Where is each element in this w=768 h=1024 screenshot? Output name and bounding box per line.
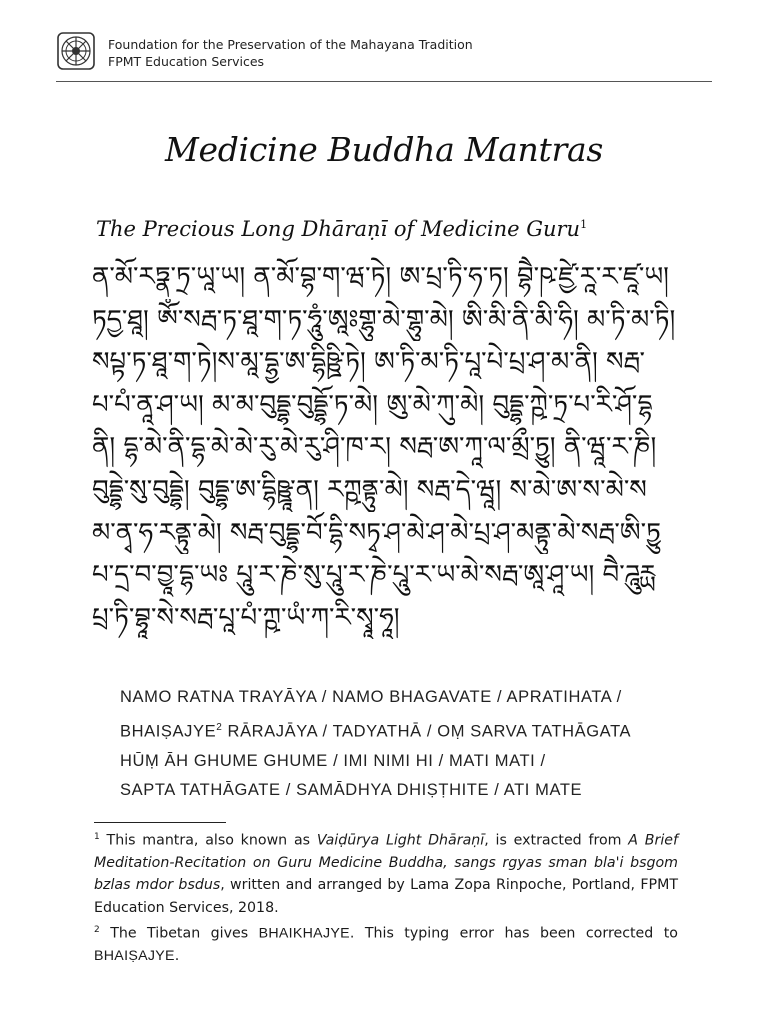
footnote-ref-1[interactable]: 1 — [580, 218, 588, 231]
document-header — [56, 30, 712, 80]
subtitle-text: The Precious Long Dhāraṇī of Medicine Guru — [96, 217, 581, 241]
footnote-text: , written and arranged by Lama Zopa Rinpoche, Portland, FPMT Education Services, 2018. — [94, 877, 678, 916]
footnote-italic: Vaiḍūrya Light Dhāraṇī — [316, 832, 485, 849]
transliteration-line: SAPTA TATHĀGATE / SAMĀDHYA DHIṢṬHITE / ATI MATE — [120, 781, 583, 799]
tibetan-line: སཔྟ་ཏ་ཐཱ་ག་ཏེ།ས་མཱ་དྷྱ་ཨ་དྷིཥྛི་ཏེ། ཨ་ཏི་མ་ཏི་པཱ་པེ་པྲ་ཤ་མ་ནི། སརྦ་ — [92, 347, 645, 378]
footnote-term: BHAIKHAJYE — [258, 925, 350, 942]
footnote-mark: 2 — [94, 924, 100, 935]
tibetan-line: ན་མོ་རཏྣ་ཏྲ་ཡཱ་ཡ། ན་མོ་བྷ་ག་ཝ་ཏེ། ཨ་པྲ་ཏི་ཧ་ཏ། བྷཻ་ཥ་ཛྱེ་ཪཱ་ར་ཛཱ་ཡ། — [92, 262, 669, 292]
tibetan-line: ཏདྱ་ཐཱ། ཨོཾ་སརྦ་ཏ་ཐཱ་ག་ཏ་ཧཱུཾ་ཨཱཿགྷུ་མེ་གྷུ་མེ། ཨི་མི་ནི་མི་ཧི། མ་ཏི་མ་ཏི། — [92, 304, 676, 335]
tibetan-line: པྲ་ཏི་བྷཱ་སེ་སརྦ་པཱ་པཾ་ཀྵ་ཡཾ་ཀ་རི་སྭཱ་ཧཱ། — [92, 602, 400, 633]
tibetan-line: པ་པཾ་ནཱ་ཤ་ཡ། མ་མ་བུདྡྷ་བུདྡྷོ་ཏ་མེ། ཨུ་མེ་ཀུ་མེ། བུདྡྷ་ཀྵེ་ཏྲ་པ་རི་ཤོ་དྷ — [92, 389, 653, 420]
footnotes — [94, 826, 678, 967]
footnote-divider — [94, 822, 226, 823]
transliteration-continued: RĀRAJĀYA / TADYATHĀ / OṂ SARVA TATHĀGATA — [227, 722, 632, 740]
tibetan-line: མ་ནྭ་ཧ་རནྟུ་མེ། སརྦ་བུདྡྷ་བོ་དྷི་སཏྭ་ཤ་མེ་ཤ་མེ་པྲ་ཤ་མནྟུ་མེ་སརྦ་ཨི་ཏྱུ — [92, 517, 661, 548]
fpmt-logo — [56, 31, 96, 71]
transliteration — [120, 683, 700, 806]
footnote-mark: 1 — [94, 832, 100, 842]
footnote-italic: A Brief Meditation-Recitation on Guru Medicine Buddha, sangs rgyas sman bla'i bsgom bzlas mdor bsdus — [94, 832, 678, 894]
tibetan-line: བུདྡྷེ་སུ་བུདྡྷེ། བུདྡྷ་ཨ་དྷིཥྛཱ་ན། རཀྵནྟུ་མེ། སརྦ་དེ་ཝཱ། ས་མེ་ཨ་ས་མེ་ས — [92, 474, 647, 505]
organization-line-1: Foundation for the Preservation of the Mahayana Tradition — [108, 37, 473, 52]
page-title: Medicine Buddha Mantras — [165, 130, 603, 169]
transliteration-line: NAMO RATNA TRAYĀYA / NAMO BHAGAVATE / APRATIHATA / — [120, 688, 622, 706]
tibetan-line: པ་དྲ་བ་བྱཱ་དྷ་ཡཿ པཱུ་ར་ཎེ་སུ་པཱུ་ར་ཎེ་པཱུ་ར་ཡ་མེ་སརྦ་ཨཱ་ཤཱ་ཡ། བཻ་ཌཱུརྻ — [92, 560, 656, 591]
organization-line-2: FPMT Education Services — [108, 54, 265, 69]
section-subtitle — [96, 217, 587, 241]
footnote-2 — [94, 919, 678, 967]
header-divider — [56, 81, 712, 82]
footnote-text: The Tibetan gives — [110, 925, 259, 942]
footnote-text: , is extracted from — [484, 832, 629, 849]
footnote-ref-2[interactable]: 2 — [216, 721, 223, 733]
footnote-text: . This typing error has been corrected to — [349, 925, 678, 942]
footnote-text: . — [174, 947, 180, 964]
organization-name — [108, 36, 473, 70]
footnote-term: BHAIṢAJYE — [94, 947, 175, 964]
transliteration-line: HŪṂ ĀH GHUME GHUME / IMI NIMI HI / MATI MATI / — [120, 751, 546, 770]
footnote-text: This mantra, also known as — [106, 832, 317, 849]
footnote-1 — [94, 826, 678, 919]
tibetan-mantra — [92, 256, 684, 639]
tibetan-line: ནི། དྷ་མེ་ནི་དྷ་མེ་མེ་རུ་མེ་རུ་ཤི་ཁ་ར། སརྦ་ཨ་ཀཱ་ལ་མྲྀ་ཏྱུ། ནི་ཝཱ་ར་ཎི། — [92, 432, 657, 463]
transliteration-word: BHAIṢAJYE — [120, 722, 217, 740]
transliteration-line — [120, 713, 700, 747]
